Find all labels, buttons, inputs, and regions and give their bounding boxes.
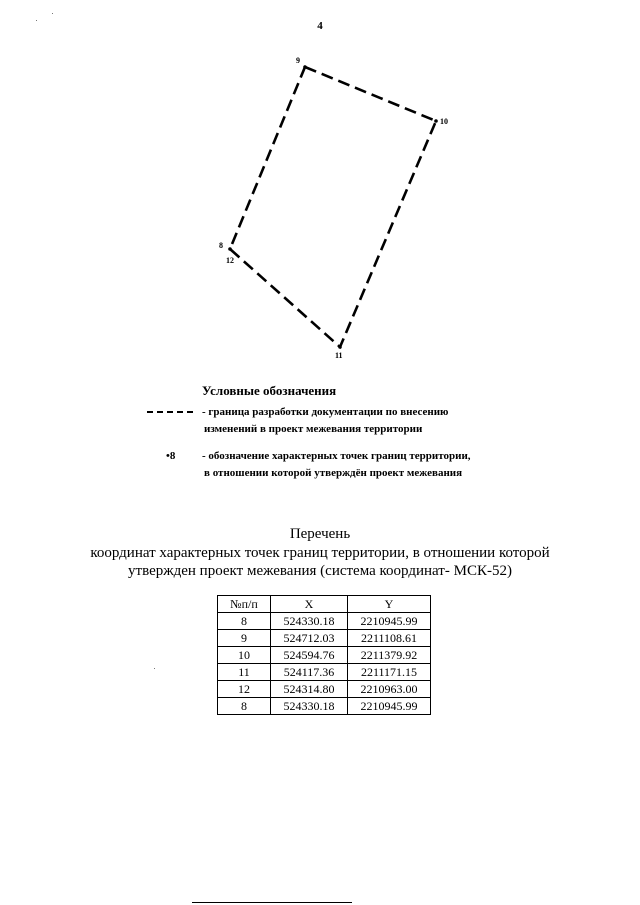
table-row <box>218 664 431 681</box>
legend-point-text <box>202 448 532 482</box>
table-row <box>218 630 431 647</box>
legend-title: Условные обозначения <box>202 383 337 398</box>
point-marker-10 <box>434 119 438 123</box>
point-marker-8 <box>228 247 232 251</box>
list-subtitle <box>60 544 580 580</box>
cell-y: 2210945.99 <box>348 613 431 630</box>
cell-number: 8 <box>218 613 271 630</box>
page-number: 4 <box>317 20 323 32</box>
point-label-10: 10 <box>440 117 448 126</box>
cell-number: 11 <box>218 664 271 681</box>
cell-y: 2211171.15 <box>348 664 431 681</box>
point-label-11: 11 <box>335 351 343 360</box>
column-header-number: №п/п <box>218 596 271 613</box>
table-row <box>218 647 431 664</box>
column-header-x: X <box>271 596 348 613</box>
table-header-row <box>218 596 431 613</box>
cell-x: 524330.18 <box>271 698 348 715</box>
point-label-12: 12 <box>226 256 234 265</box>
point-legend-icon: •8 <box>166 450 176 462</box>
scan-speck <box>52 13 53 14</box>
cell-number: 8 <box>218 698 271 715</box>
legend-boundary-text <box>202 404 522 438</box>
cell-y: 2210963.00 <box>348 681 431 698</box>
cell-number: 12 <box>218 681 271 698</box>
cell-x: 524712.03 <box>271 630 348 647</box>
point-label-9: 9 <box>296 56 300 65</box>
cell-y: 2211379.92 <box>348 647 431 664</box>
legend-point-line2: в отношении которой утверждён проект межевания <box>204 467 463 479</box>
coordinates-table <box>217 595 431 715</box>
legend-boundary-line2: изменений в проект межевания территории <box>204 423 423 435</box>
cell-x: 524330.18 <box>271 613 348 630</box>
point-label-8: 8 <box>219 241 223 250</box>
cell-y: 2210945.99 <box>348 698 431 715</box>
cell-x: 524314.80 <box>271 681 348 698</box>
scan-speck <box>36 20 37 21</box>
table-row <box>218 681 431 698</box>
legend-point-line1: - обозначение характерных точек границ территории, <box>202 450 471 462</box>
boundary-scheme <box>0 0 640 380</box>
dashed-line-legend-icon <box>147 411 193 413</box>
scan-speck <box>154 668 155 669</box>
territory-boundary <box>230 67 436 347</box>
cell-x: 524594.76 <box>271 647 348 664</box>
list-title: Перечень <box>289 526 351 542</box>
legend-boundary-line1: - граница разработки документации по внесению <box>202 406 449 418</box>
footer-rule <box>192 902 352 903</box>
cell-x: 524117.36 <box>271 664 348 681</box>
list-subtitle-line1: координат характерных точек границ территории, в отношении которой <box>90 545 550 561</box>
table-row <box>218 698 431 715</box>
point-marker-9 <box>303 65 307 69</box>
cell-number: 9 <box>218 630 271 647</box>
column-header-y: Y <box>348 596 431 613</box>
list-subtitle-line2: утвержден проект межевания (система координат- МСК-52) <box>128 563 512 579</box>
table-row <box>218 613 431 630</box>
cell-number: 10 <box>218 647 271 664</box>
point-marker-11 <box>338 345 342 349</box>
cell-y: 2211108.61 <box>348 630 431 647</box>
